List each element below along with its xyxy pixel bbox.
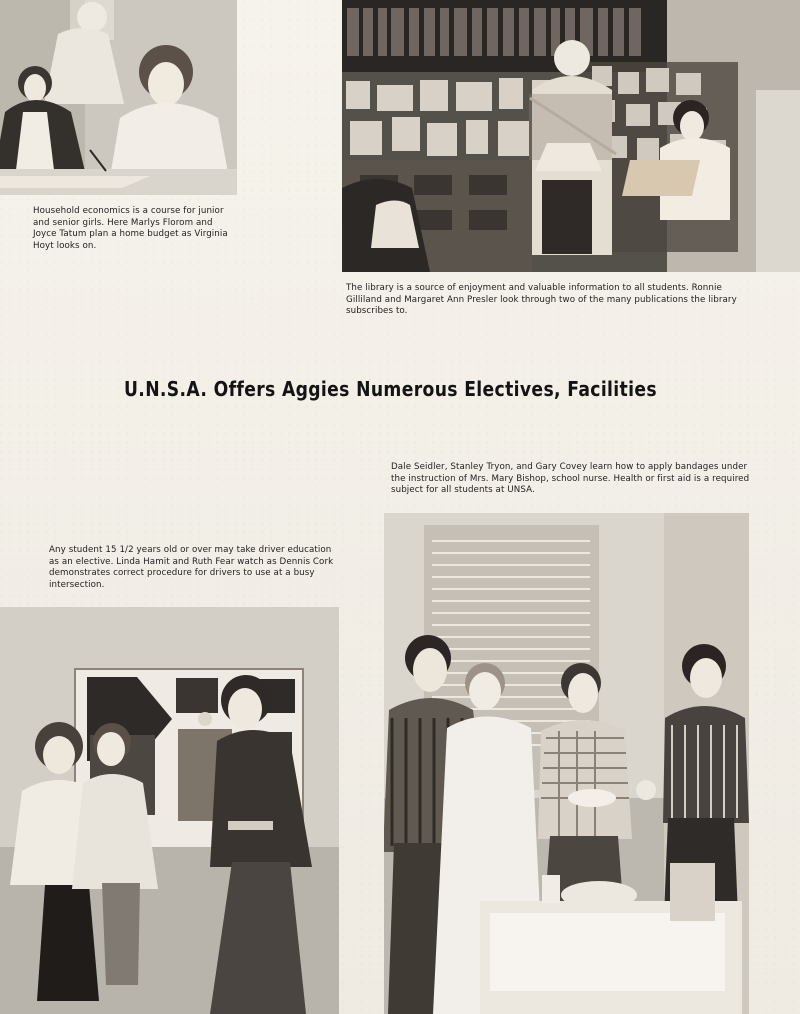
driver-education-photo (0, 607, 339, 1014)
first-aid-photo (384, 513, 749, 1014)
household-economics-caption: Household economics is a course for junior and senior girls. Here Marlys Florom and Joyce Tatum plan a home budget as Virginia Hoyt looks on. (33, 206, 228, 251)
first-aid-caption: Dale Seidler, Stanley Tryon, and Gary Covey learn how to apply bandages under the instruction of Mrs. Mary Bishop, school nurse. Health or first aid is a required subject for all students at UNSA. (391, 462, 750, 496)
household-economics-photo (0, 0, 237, 195)
driver-education-caption: Any student 15 1/2 years old or over may take driver education as an elective. Linda Hamit and Ruth Fear watch as Dennis Cork demonstrates correct procedure for drivers to use at a busy intersection. (49, 545, 334, 590)
household-economics-illustration (0, 0, 237, 195)
driver-education-illustration (0, 607, 339, 1014)
library-illustration (342, 0, 800, 272)
first-aid-illustration (384, 513, 749, 1014)
page-headline: U.N.S.A. Offers Aggies Numerous Electives, Facilities (124, 377, 657, 401)
library-photo (342, 0, 800, 272)
library-caption: The library is a source of enjoyment and valuable information to all students. Ronnie Gilliland and Margaret Ann Presler look through two of the many publications the library subscribes to. (346, 283, 737, 317)
